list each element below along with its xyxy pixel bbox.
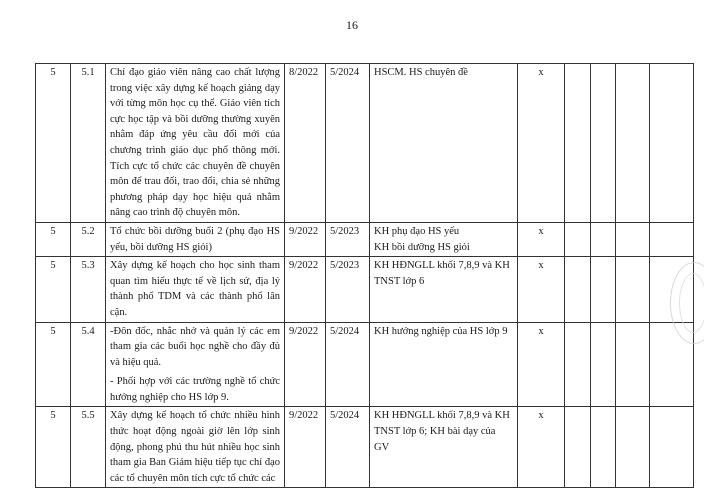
end-date-cell: 5/2023 (326, 222, 370, 256)
empty-cell (565, 322, 591, 407)
task-content-cell: Tổ chức bồi dưỡng buổi 2 (phụ đạo HS yếu, bồi dưỡng HS giỏi) (106, 222, 285, 256)
empty-cell (616, 64, 650, 223)
mark-cell: x (518, 257, 565, 322)
evidence-cell: KH hướng nghiệp của HS lớp 9 (370, 322, 518, 407)
empty-cell (565, 257, 591, 322)
empty-cell (591, 222, 616, 256)
mark-cell: x (518, 407, 565, 488)
empty-cell (565, 407, 591, 488)
category-cell: 5 (36, 222, 71, 256)
table-row (36, 257, 694, 322)
category-cell: 5 (36, 64, 71, 223)
empty-cell (616, 257, 650, 322)
mark-cell: x (518, 64, 565, 223)
evidence-cell: KH HĐNGLL khối 7,8,9 và KH TNST lớp 6 (370, 257, 518, 322)
page-number: 16 (346, 18, 358, 32)
empty-cell (565, 222, 591, 256)
item-number-cell: 5.1 (71, 64, 106, 223)
category-cell: 5 (36, 322, 71, 407)
category-cell: 5 (36, 407, 71, 488)
empty-cell (616, 407, 650, 488)
plan-table (35, 63, 694, 488)
item-number-cell: 5.3 (71, 257, 106, 322)
item-number-cell: 5.5 (71, 407, 106, 488)
evidence-cell: HSCM. HS chuyên đề (370, 64, 518, 223)
empty-cell (565, 64, 591, 223)
task-content-cell: Xây dựng kế hoạch cho học sinh tham quan tìm hiểu thực tế về lịch sử, địa lý thành phố TDM và các thành phố lân cận. (106, 257, 285, 322)
item-number-cell: 5.2 (71, 222, 106, 256)
start-date-cell: 9/2022 (285, 257, 326, 322)
end-date-cell: 5/2024 (326, 407, 370, 488)
evidence-cell: KH phụ đạo HS yếu KH bồi dưỡng HS giỏi (370, 222, 518, 256)
mark-cell: x (518, 322, 565, 407)
table-row (36, 322, 694, 407)
end-date-cell: 5/2024 (326, 64, 370, 223)
table-row (36, 407, 694, 488)
table-row (36, 64, 694, 223)
empty-cell (591, 407, 616, 488)
start-date-cell: 8/2022 (285, 64, 326, 223)
empty-cell (616, 222, 650, 256)
task-line: -Đôn đốc, nhắc nhở và quản lý các em tham gia các buổi học nghề cho đầy đủ và hiệu quả. (110, 325, 280, 368)
end-date-cell: 5/2023 (326, 257, 370, 322)
empty-cell (650, 64, 694, 223)
task-content-cell: Xây dựng kế hoạch tổ chức nhiều hình thức hoạt động ngoài giờ lên lớp sinh động, phong phú thu hút nhiều học sinh tham gia Ban Giám hiệu tiếp tục chỉ đạo các tổ chuyên môn tích cực tổ chức các (106, 407, 285, 488)
item-number-cell: 5.4 (71, 322, 106, 407)
category-cell: 5 (36, 257, 71, 322)
start-date-cell: 9/2022 (285, 322, 326, 407)
start-date-cell: 9/2022 (285, 222, 326, 256)
start-date-cell: 9/2022 (285, 407, 326, 488)
empty-cell (591, 64, 616, 223)
mark-cell: x (518, 222, 565, 256)
end-date-cell: 5/2024 (326, 322, 370, 407)
empty-cell (650, 407, 694, 488)
task-line: - Phối hợp với các trường nghề tổ chức hướng nghiệp cho HS lớp 9. (110, 376, 280, 403)
empty-cell (591, 257, 616, 322)
evidence-cell: KH HĐNGLL khối 7,8,9 và KH TNST lớp 6; KH bài dạy của GV (370, 407, 518, 488)
empty-cell (650, 222, 694, 256)
task-content-cell: Chỉ đạo giáo viên nâng cao chất lượng trong việc xây dựng kế hoạch giảng dạy với từng môn học cụ thể. Giáo viên tích cực học tập và bồi dưỡng thường xuyên nhằm đáp ứng yêu cầu đổi mới của chương trình giáo dục phổ thông mới. Tích cực tổ chức các chuyên đề chuyên môn để trau đổi, trao đổi, chia sẻ những phương pháp dạy học hiệu quả nhằm nâng cao trình độ chuyên môn. (106, 64, 285, 223)
empty-cell (616, 322, 650, 407)
table-row (36, 222, 694, 256)
task-content-cell (106, 322, 285, 407)
empty-cell (591, 322, 616, 407)
